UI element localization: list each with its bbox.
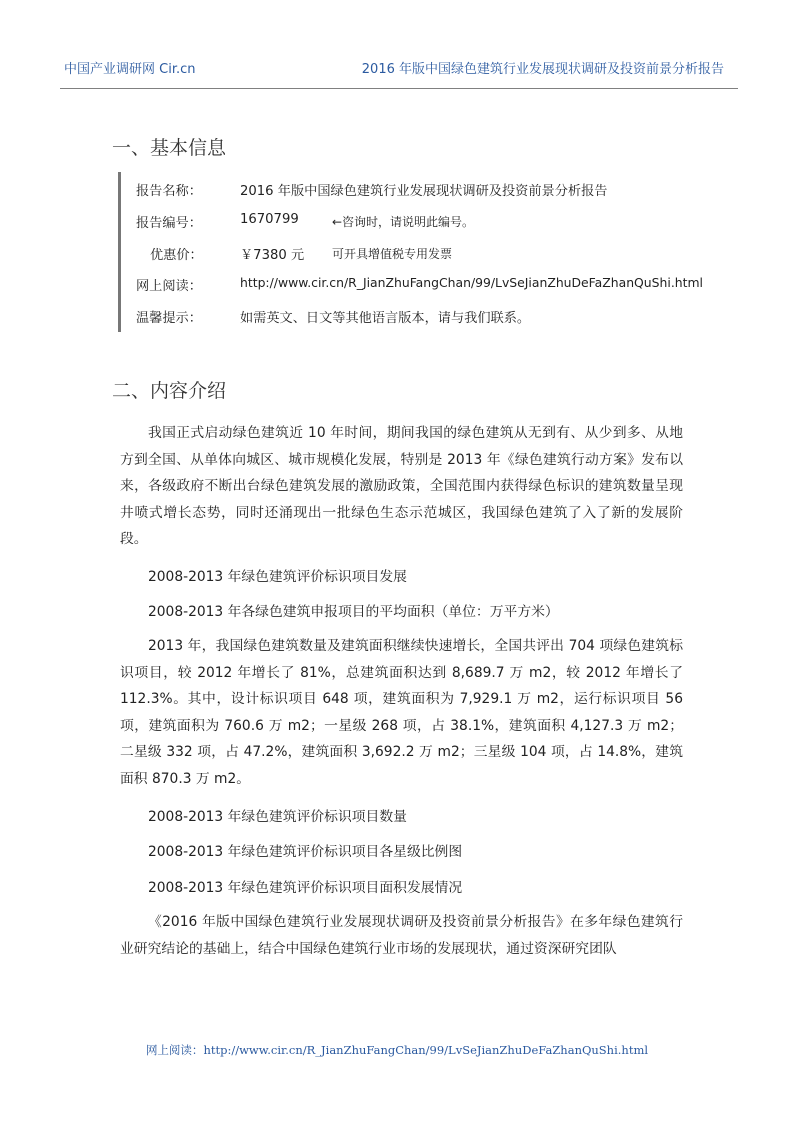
figure-caption-area-development: 2008-2013 年绿色建筑评价标识项目面积发展情况 [148,880,463,896]
info-note: 可开具增值税专用发票 [332,247,453,261]
paragraph-intro: 我国正式启动绿色建筑近 10 年时间，期间我国的绿色建筑从无到有、从少到多、从地方到全国、从单体向城区、城市规模化发展，特别是 2013 年《绿色建筑行动方案》发布以来，各级政府不断出台绿色建筑发展的激励政策，全国范围内获得绿色标识的建筑数量呈现井喷式增长态势，同时还涌现出一批绿色生态示范城区，我国绿色建筑了入了新的发展阶段。 [120,425,683,547]
figure-caption-project-development: 2008-2013 年绿色建筑评价标识项目发展 [148,569,407,585]
figure-caption-project-count: 2008-2013 年绿色建筑评价标识项目数量 [148,809,407,825]
header-divider [60,88,738,89]
figure-caption-average-area: 2008-2013 年各绿色建筑申报项目的平均面积（单位：万平方米） [148,604,559,620]
header-site-name: 中国产业调研网 Cir.cn [64,62,196,77]
figure-caption-star-ratio: 2008-2013 年绿色建筑评价标识项目各星级比例图 [148,844,463,860]
info-value: 如需英文、日文等其他语言版本，请与我们联系。 [240,311,531,326]
info-value: ￥7380 元 [240,248,305,263]
info-key: 优惠价： [150,248,203,263]
online-reading-link[interactable]: http://www.cir.cn/R_JianZhuFangChan/99/LvSeJianZhuDeFaZhanQuShi.html [240,275,703,290]
info-key: 温馨提示： [136,311,202,326]
footer-url-link[interactable]: http://www.cir.cn/R_JianZhuFangChan/99/LvSeJianZhuDeFaZhanQuShi.html [203,1043,649,1057]
paragraph-report-summary: 《2016 年版中国绿色建筑行业发展现状调研及投资前景分析报告》在多年绿色建筑行业研究结论的基础上，结合中国绿色建筑行业市场的发展现状，通过资深研究团队 [120,914,683,957]
info-key: 报告编号： [136,216,202,231]
basic-info-box [118,172,703,332]
info-value: 2016 年版中国绿色建筑行业发展现状调研及投资前景分析报告 [240,184,608,199]
section-basic-info-title: 一、基本信息 [112,137,227,159]
header-report-title: 2016 年版中国绿色建筑行业发展现状调研及投资前景分析报告 [361,62,724,77]
footer-online-reading [0,1042,794,1058]
info-note: ←咨询时，请说明此编号。 [332,215,475,229]
footer-label: 网上阅读： [145,1043,204,1057]
info-key: 网上阅读： [136,279,202,294]
section-content-title: 二、内容介绍 [112,380,227,402]
info-key: 报告名称： [136,184,202,199]
info-value: 1670799 [240,212,299,227]
paragraph-statistics: 2013 年，我国绿色建筑数量及建筑面积继续快速增长，全国共评出 704 项绿色建筑标识项目，较 2012 年增长了 81%，总建筑面积达到 8,689.7 万 m2，较 2012 年增长了 112.3%。其中，设计标识项目 648 项，建筑面积为 7,929.1 万 m2，运行标识项目 56 项，建筑面积为 760.6 万 m2；一星级 268 项，占 38.1%，建筑面积 4,127.3 万 m2；二星级 332 项，占 47.2%，建筑面积 3,692.2 万 m2；三星级 104 项，占 14.8%，建筑面积 870.3 万 m2。 [120,638,683,787]
